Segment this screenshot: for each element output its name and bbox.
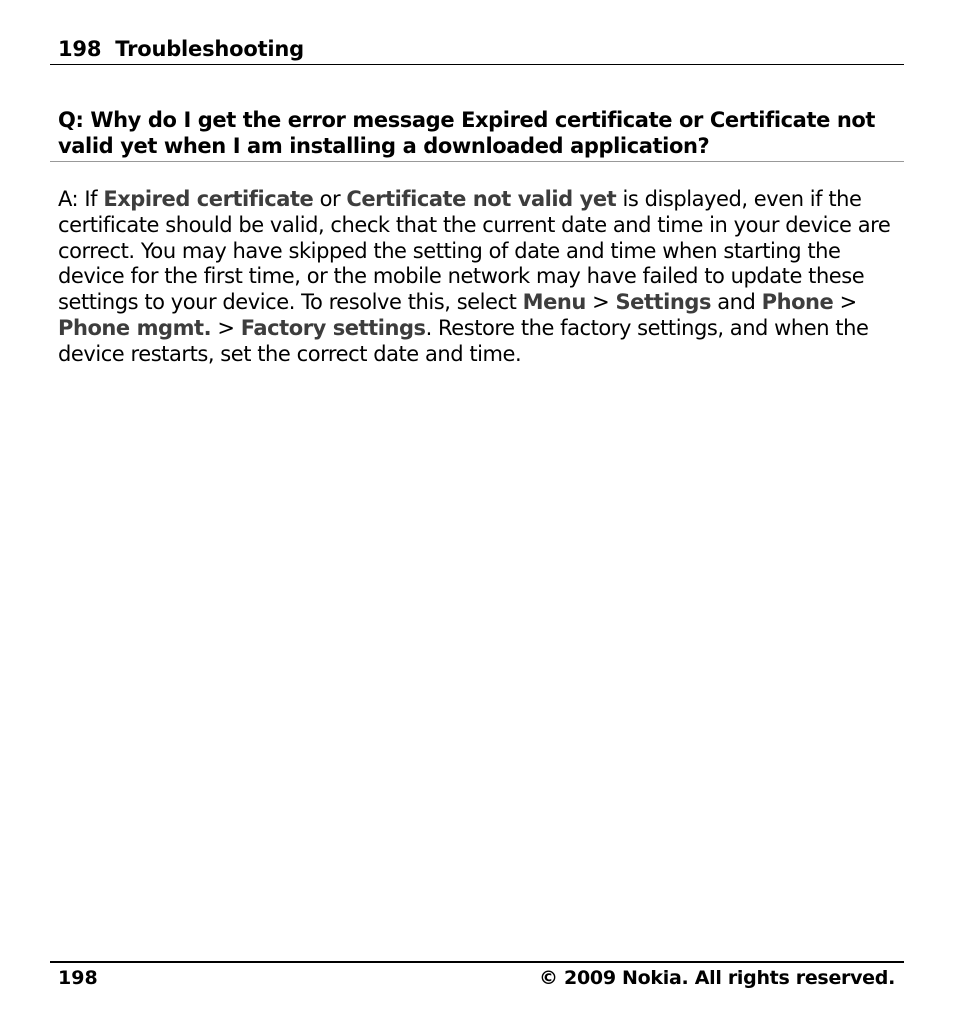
- path-arrow: >: [211, 315, 241, 340]
- menu-path-settings: Settings: [615, 290, 712, 315]
- menu-path-phone: Phone: [761, 290, 834, 315]
- menu-path-factory-settings: Factory settings: [240, 315, 426, 340]
- header-section-title: Troubleshooting: [115, 37, 304, 61]
- answer-text-3: and: [711, 290, 762, 315]
- page-footer: [50, 961, 904, 993]
- question-block: [50, 107, 904, 162]
- footer-page-number: 198: [58, 967, 98, 989]
- path-arrow: >: [833, 290, 857, 315]
- answer-text-2: is displayed, even if the certificate should be valid, check that the current date and time in your device are correct. You may have skipped the setting of date and time when starting the device for the first time, or the mobile network may have failed to update these settings to your device. To resolve this, select: [58, 187, 891, 315]
- answer-prefix: A: If: [58, 187, 104, 211]
- path-arrow: >: [585, 290, 616, 315]
- footer-copyright: © 2009 Nokia. All rights reserved.: [539, 967, 895, 989]
- term-certificate-not-valid-yet: Certificate not valid yet: [346, 187, 617, 211]
- answer-text-4: . Restore the factory settings, and when the device restarts, set the correct date and time.: [58, 315, 869, 366]
- header-text: [58, 36, 304, 62]
- menu-path-phone-mgmt: Phone mgmt.: [58, 315, 212, 340]
- question-text: Q: Why do I get the error message Expired certificate or Certificate not valid yet when I am installing a downloaded application?: [58, 108, 876, 158]
- answer-paragraph: [58, 187, 904, 368]
- answer-text-1: or: [313, 187, 347, 211]
- term-expired-certificate: Expired certificate: [103, 187, 314, 211]
- menu-path-menu: Menu: [522, 290, 586, 315]
- header-page-number: 198: [58, 37, 102, 61]
- page-header: [50, 36, 904, 65]
